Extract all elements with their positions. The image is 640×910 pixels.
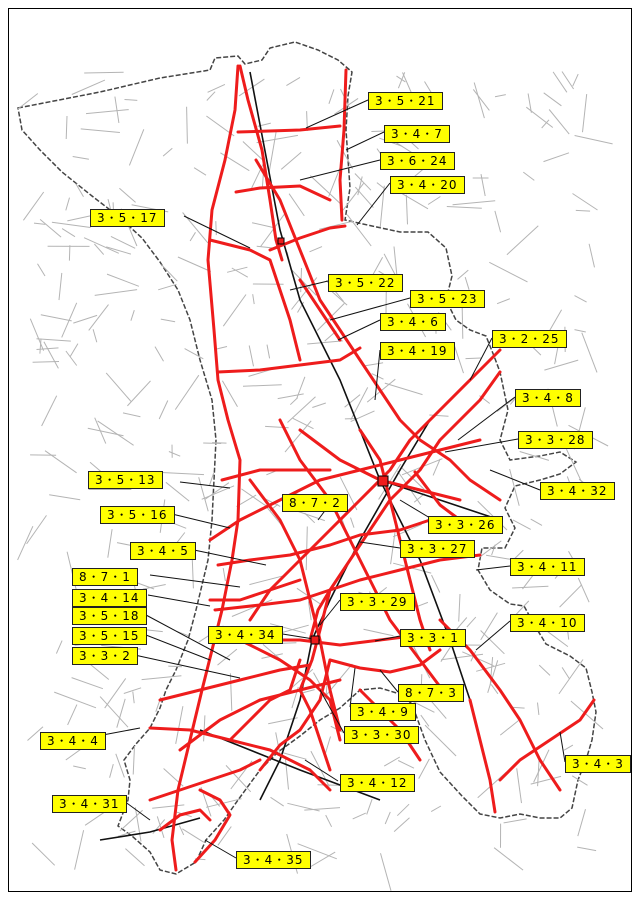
street-segment	[355, 174, 371, 191]
road-label: 3・4・12	[340, 774, 415, 792]
street-segment	[431, 806, 441, 812]
street-segment	[583, 94, 587, 132]
street-segment	[523, 172, 534, 180]
road-label: 3・4・5	[130, 542, 196, 560]
road-label: 3・4・32	[540, 482, 615, 500]
station-marker	[311, 636, 319, 644]
street-segment	[73, 315, 97, 323]
street-segment	[575, 296, 587, 303]
street-segment	[575, 330, 586, 332]
street-segment	[573, 74, 579, 86]
street-segment	[531, 519, 542, 525]
street-segment	[381, 853, 392, 891]
station-marker	[278, 238, 284, 244]
street-segment	[325, 737, 330, 755]
street-segment	[397, 804, 409, 816]
street-segment	[93, 329, 97, 342]
road-label: 3・5・22	[328, 274, 403, 292]
street-segment	[406, 195, 407, 225]
street-segment	[52, 222, 91, 227]
street-segment	[582, 333, 597, 373]
road-label: 3・4・34	[208, 626, 283, 644]
street-segment	[70, 344, 78, 357]
street-segment	[489, 262, 527, 282]
street-segment	[111, 236, 135, 248]
road-label: 3・4・9	[350, 703, 416, 721]
street-segment	[560, 585, 582, 607]
street-segment	[465, 277, 469, 290]
street-segment	[169, 452, 180, 457]
street-segment	[578, 809, 586, 836]
street-segment	[575, 136, 613, 144]
road-label: 3・4・19	[380, 342, 455, 360]
street-segment	[95, 418, 106, 444]
street-segment	[466, 358, 482, 359]
street-segment	[453, 201, 496, 205]
street-segment	[59, 273, 62, 300]
street-segment	[507, 226, 538, 255]
street-segment	[62, 229, 75, 237]
street-segment	[458, 270, 469, 279]
street-segment	[494, 848, 523, 870]
street-segment	[589, 244, 594, 268]
road-label: 3・3・29	[340, 593, 415, 611]
road-label: 3・3・1	[400, 629, 466, 647]
road-label: 3・3・30	[344, 726, 419, 744]
street-segment	[127, 381, 150, 406]
street-segment	[384, 757, 400, 766]
street-segment	[117, 543, 130, 546]
street-segment	[380, 186, 384, 228]
street-segment	[385, 812, 390, 824]
street-segment	[192, 559, 193, 588]
street-segment	[27, 515, 47, 544]
street-segment	[23, 192, 43, 220]
street-segment	[84, 72, 123, 73]
street-segment	[544, 360, 578, 370]
road-label: 3・4・11	[510, 558, 585, 576]
road-label: 3・4・3	[565, 755, 631, 773]
street-segment	[175, 375, 199, 409]
street-segment	[32, 843, 55, 865]
road-label: 3・5・16	[100, 506, 175, 524]
street-segment	[168, 666, 182, 667]
street-segment	[199, 477, 209, 511]
street-segment	[512, 586, 548, 588]
street-segment	[38, 264, 46, 276]
street-segment	[367, 799, 372, 814]
street-segment	[45, 451, 77, 473]
street-segment	[544, 153, 570, 162]
street-segment	[107, 274, 139, 286]
road-label: 3・5・17	[90, 209, 165, 227]
street-segment	[394, 818, 409, 832]
street-segment	[54, 692, 96, 708]
road-label: 3・3・26	[428, 516, 503, 534]
street-segment	[353, 813, 366, 819]
road-label: 3・3・2	[72, 647, 138, 665]
street-segment	[308, 852, 336, 868]
road-label: 3・5・23	[410, 290, 485, 308]
street-segment	[34, 223, 45, 224]
street-segment	[504, 819, 527, 823]
street-segment	[576, 210, 590, 211]
street-segment	[18, 526, 33, 560]
road-label: 3・3・27	[400, 540, 475, 558]
street-segment	[212, 443, 226, 444]
street-segment	[68, 705, 77, 725]
street-segment	[72, 678, 103, 689]
street-segment	[108, 529, 112, 558]
road-label: 3・5・21	[368, 92, 443, 110]
street-segment	[66, 351, 77, 366]
street-segment	[116, 754, 125, 778]
street-segment	[399, 192, 428, 209]
street-segment	[155, 347, 164, 362]
street-segment	[42, 396, 57, 426]
street-segment	[145, 630, 162, 632]
road-label: 3・4・7	[384, 125, 450, 143]
road-label: 3・4・20	[390, 176, 465, 194]
street-segment	[398, 761, 414, 769]
station-marker	[378, 476, 388, 486]
street-segment	[40, 339, 41, 354]
street-segment	[106, 373, 131, 402]
street-segment	[166, 482, 189, 501]
road-label: 3・5・15	[72, 627, 147, 645]
road-label: 3・5・13	[88, 471, 163, 489]
road-label: 3・4・35	[236, 851, 311, 869]
road-label: 8・7・1	[72, 568, 138, 586]
street-segment	[210, 473, 214, 485]
street-segment	[73, 766, 86, 769]
street-segment	[544, 93, 562, 106]
road-label: 3・6・24	[380, 152, 455, 170]
road-label: 3・4・31	[52, 795, 127, 813]
road-label: 8・7・2	[282, 494, 348, 512]
street-segment	[49, 495, 80, 500]
street-segment	[125, 849, 144, 866]
road-label: 3・4・6	[380, 313, 446, 331]
street-segment	[573, 194, 598, 211]
street-segment	[123, 413, 140, 417]
street-segment	[447, 207, 482, 209]
street-segment	[88, 428, 124, 436]
street-segment	[495, 95, 506, 97]
street-segment	[462, 308, 463, 339]
street-segment	[44, 342, 59, 369]
road-label: 3・4・14	[72, 589, 147, 607]
street-segment	[428, 197, 440, 205]
street-segment	[549, 110, 569, 135]
street-segment	[526, 107, 553, 127]
street-segment	[158, 284, 176, 290]
street-segment	[497, 299, 510, 304]
street-segment	[271, 797, 284, 806]
street-segment	[75, 830, 84, 869]
street-segment	[56, 641, 62, 654]
road-label: 3・5・18	[72, 607, 147, 625]
street-segment	[84, 238, 119, 254]
street-segment	[495, 211, 501, 232]
road-label: 3・4・8	[515, 389, 581, 407]
road-label: 3・3・28	[518, 431, 593, 449]
street-segment	[37, 339, 71, 341]
street-segment	[41, 315, 72, 321]
street-segment	[105, 678, 126, 708]
street-segment	[30, 319, 43, 351]
street-segment	[98, 421, 134, 445]
street-segment	[62, 303, 77, 338]
street-segment	[131, 310, 134, 321]
street-segment	[216, 221, 217, 235]
street-segment	[578, 578, 589, 602]
street-segment	[160, 472, 205, 474]
street-segment	[326, 815, 332, 827]
road-label: 8・7・3	[398, 684, 464, 702]
street-segment	[562, 72, 574, 90]
street-segment	[40, 219, 61, 237]
street-segment	[133, 692, 134, 704]
street-segment	[481, 174, 485, 196]
road-label: 3・4・4	[40, 732, 106, 750]
street-segment	[159, 401, 168, 420]
street-segment	[474, 83, 484, 119]
street-segment	[100, 697, 128, 728]
street-segment	[69, 245, 70, 260]
street-segment	[577, 847, 596, 851]
road-label: 3・2・25	[492, 330, 567, 348]
street-segment	[110, 764, 114, 778]
street-segment	[419, 759, 430, 779]
street-segment	[95, 290, 137, 296]
road-label: 3・4・10	[510, 614, 585, 632]
street-segment	[161, 319, 175, 322]
street-segment	[66, 198, 70, 211]
